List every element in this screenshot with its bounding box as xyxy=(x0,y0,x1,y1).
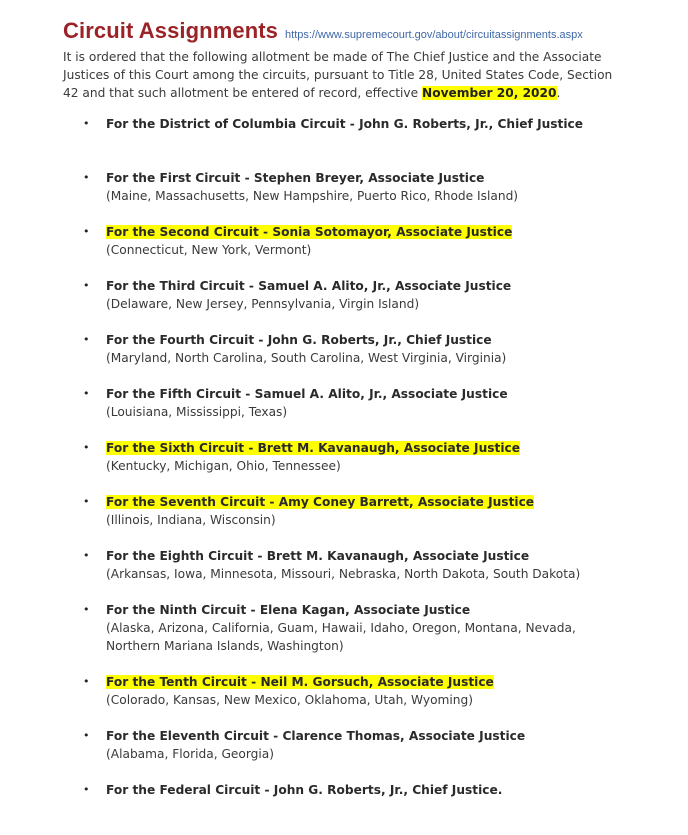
assignment-heading xyxy=(106,331,626,349)
separator: - xyxy=(254,333,268,347)
effective-date: November 20, 2020 xyxy=(422,86,557,100)
document xyxy=(63,18,663,102)
justice-name: Sonia Sotomayor, Associate Justice xyxy=(272,225,513,239)
assignment-body xyxy=(106,115,626,133)
justice-name: John G. Roberts, Jr., Chief Justice xyxy=(359,117,584,131)
separator: - xyxy=(253,549,267,563)
bullet: • xyxy=(83,279,90,292)
list-item xyxy=(83,169,623,223)
bullet: • xyxy=(83,495,90,508)
assignment-body xyxy=(106,493,626,529)
assignment-body xyxy=(106,223,626,259)
bullet: • xyxy=(83,729,90,742)
assignment-heading xyxy=(106,439,626,457)
circuit-name: For the Second Circuit xyxy=(106,225,259,239)
circuit-states: (Alaska, Arizona, California, Guam, Hawaii, Idaho, Oregon, Montana, Nevada, Northern Mariana Islands, Washington) xyxy=(106,621,576,653)
circuit-states: (Kentucky, Michigan, Ohio, Tennessee) xyxy=(106,459,341,473)
list-item xyxy=(83,673,623,727)
circuit-name: For the Fifth Circuit xyxy=(106,387,242,401)
separator: - xyxy=(246,603,260,617)
circuit-name: For the First Circuit xyxy=(106,171,241,185)
intro-paragraph xyxy=(63,48,625,102)
list-item xyxy=(83,439,623,493)
separator: - xyxy=(244,279,259,293)
page-title: Circuit Assignments xyxy=(63,18,279,43)
assignment-body xyxy=(106,277,626,313)
circuit-name: For the Third Circuit xyxy=(106,279,245,293)
circuit-states: (Delaware, New Jersey, Pennsylvania, Virgin Island) xyxy=(106,297,420,311)
highlighted-heading xyxy=(106,675,494,689)
circuit-name: For the Eleventh Circuit xyxy=(106,729,269,743)
highlighted-heading xyxy=(106,495,534,509)
assignment-heading xyxy=(106,385,626,403)
source-url-link[interactable]: https://www.supremecourt.gov/about/circuitassignments.aspx xyxy=(285,29,583,41)
justice-name: Clarence Thomas, Associate Justice xyxy=(282,729,526,743)
circuit-name: For the Tenth Circuit xyxy=(106,675,247,689)
bullet: • xyxy=(83,441,90,454)
justice-name: Samuel A. Alito, Jr., Associate Justice xyxy=(254,387,508,401)
bullet: • xyxy=(83,387,90,400)
separator: - xyxy=(244,441,258,455)
list-item xyxy=(83,385,623,439)
circuit-name: For the Eighth Circuit xyxy=(106,549,254,563)
circuit-states: (Alabama, Florida, Georgia) xyxy=(106,747,274,761)
list-item xyxy=(83,331,623,385)
bullet: • xyxy=(83,783,90,796)
assignment-heading xyxy=(106,115,626,133)
circuit-name: For the Federal Circuit xyxy=(106,783,261,797)
assignment-heading xyxy=(106,673,626,691)
separator: - xyxy=(260,783,274,797)
bullet: • xyxy=(83,549,90,562)
bullet: • xyxy=(83,171,90,184)
circuit-name: For the Ninth Circuit xyxy=(106,603,247,617)
circuit-states: (Maryland, North Carolina, South Carolina, West Virginia, Virginia) xyxy=(106,351,507,365)
circuit-states: (Connecticut, New York, Vermont) xyxy=(106,243,312,257)
circuit-states: (Illinois, Indiana, Wisconsin) xyxy=(106,513,276,527)
intro-end: . xyxy=(556,86,561,100)
separator: - xyxy=(265,495,279,509)
bullet: • xyxy=(83,117,90,130)
assignment-heading xyxy=(106,547,626,565)
bullet: • xyxy=(83,675,90,688)
assignment-heading xyxy=(106,493,626,511)
justice-name: Samuel A. Alito, Jr., Associate Justice xyxy=(258,279,512,293)
assignment-body xyxy=(106,547,626,583)
assignment-body xyxy=(106,169,626,205)
assignment-heading xyxy=(106,277,626,295)
circuit-name: For the Sixth Circuit xyxy=(106,441,245,455)
assignment-body xyxy=(106,601,626,655)
list-item xyxy=(83,115,623,169)
separator: - xyxy=(246,675,261,689)
list-item xyxy=(83,601,623,673)
list-item xyxy=(83,727,623,781)
highlighted-heading xyxy=(106,225,512,239)
list-item xyxy=(83,781,623,835)
assignment-body xyxy=(106,331,626,367)
title-line xyxy=(63,18,663,48)
assignment-body xyxy=(106,727,626,763)
circuit-states: (Louisiana, Mississippi, Texas) xyxy=(106,405,288,419)
circuit-name: For the Seventh Circuit xyxy=(106,495,266,509)
assignment-heading xyxy=(106,223,626,241)
assignment-heading xyxy=(106,781,626,799)
bullet: • xyxy=(83,603,90,616)
assignment-body xyxy=(106,439,626,475)
bullet: • xyxy=(83,333,90,346)
circuit-states: (Colorado, Kansas, New Mexico, Oklahoma, Utah, Wyoming) xyxy=(106,693,474,707)
intro-text: It is ordered that the following allotment be made of The Chief Justice and the Associate Justices of this Court among the circuits, pursuant to Title 28, United States Code, Section 42 and that such allotment be entered of record, effective xyxy=(63,50,613,100)
justice-name: Neil M. Gorsuch, Associate Justice xyxy=(260,675,494,689)
separator: - xyxy=(345,117,360,131)
assignment-body xyxy=(106,385,626,421)
justice-name: Elena Kagan, Associate Justice xyxy=(259,603,471,617)
separator: - xyxy=(240,171,254,185)
list-item xyxy=(83,493,623,547)
highlighted-heading xyxy=(106,441,520,455)
list-item xyxy=(83,277,623,331)
bullet: • xyxy=(83,225,90,238)
circuit-name: For the District of Columbia Circuit xyxy=(106,117,346,131)
list-item xyxy=(83,223,623,277)
justice-name: John G. Roberts, Jr., Chief Justice xyxy=(267,333,492,347)
assignment-heading xyxy=(106,601,626,619)
justice-name: Brett M. Kavanaugh, Associate Justice xyxy=(257,441,521,455)
assignment-body xyxy=(106,781,626,799)
justice-name: Amy Coney Barrett, Associate Justice xyxy=(278,495,535,509)
assignment-body xyxy=(106,673,626,709)
separator: - xyxy=(241,387,255,401)
circuit-name: For the Fourth Circuit xyxy=(106,333,255,347)
assignment-list xyxy=(83,115,623,835)
justice-name: John G. Roberts, Jr., Chief Justice. xyxy=(273,783,503,797)
separator: - xyxy=(258,225,273,239)
assignment-heading xyxy=(106,727,626,745)
circuit-states: (Arkansas, Iowa, Minnesota, Missouri, Nebraska, North Dakota, South Dakota) xyxy=(106,567,581,581)
circuit-states: (Maine, Massachusetts, New Hampshire, Puerto Rico, Rhode Island) xyxy=(106,189,519,203)
justice-name: Stephen Breyer, Associate Justice xyxy=(253,171,485,185)
justice-name: Brett M. Kavanaugh, Associate Justice xyxy=(266,549,530,563)
assignment-heading xyxy=(106,169,626,187)
separator: - xyxy=(268,729,283,743)
list-item xyxy=(83,547,623,601)
